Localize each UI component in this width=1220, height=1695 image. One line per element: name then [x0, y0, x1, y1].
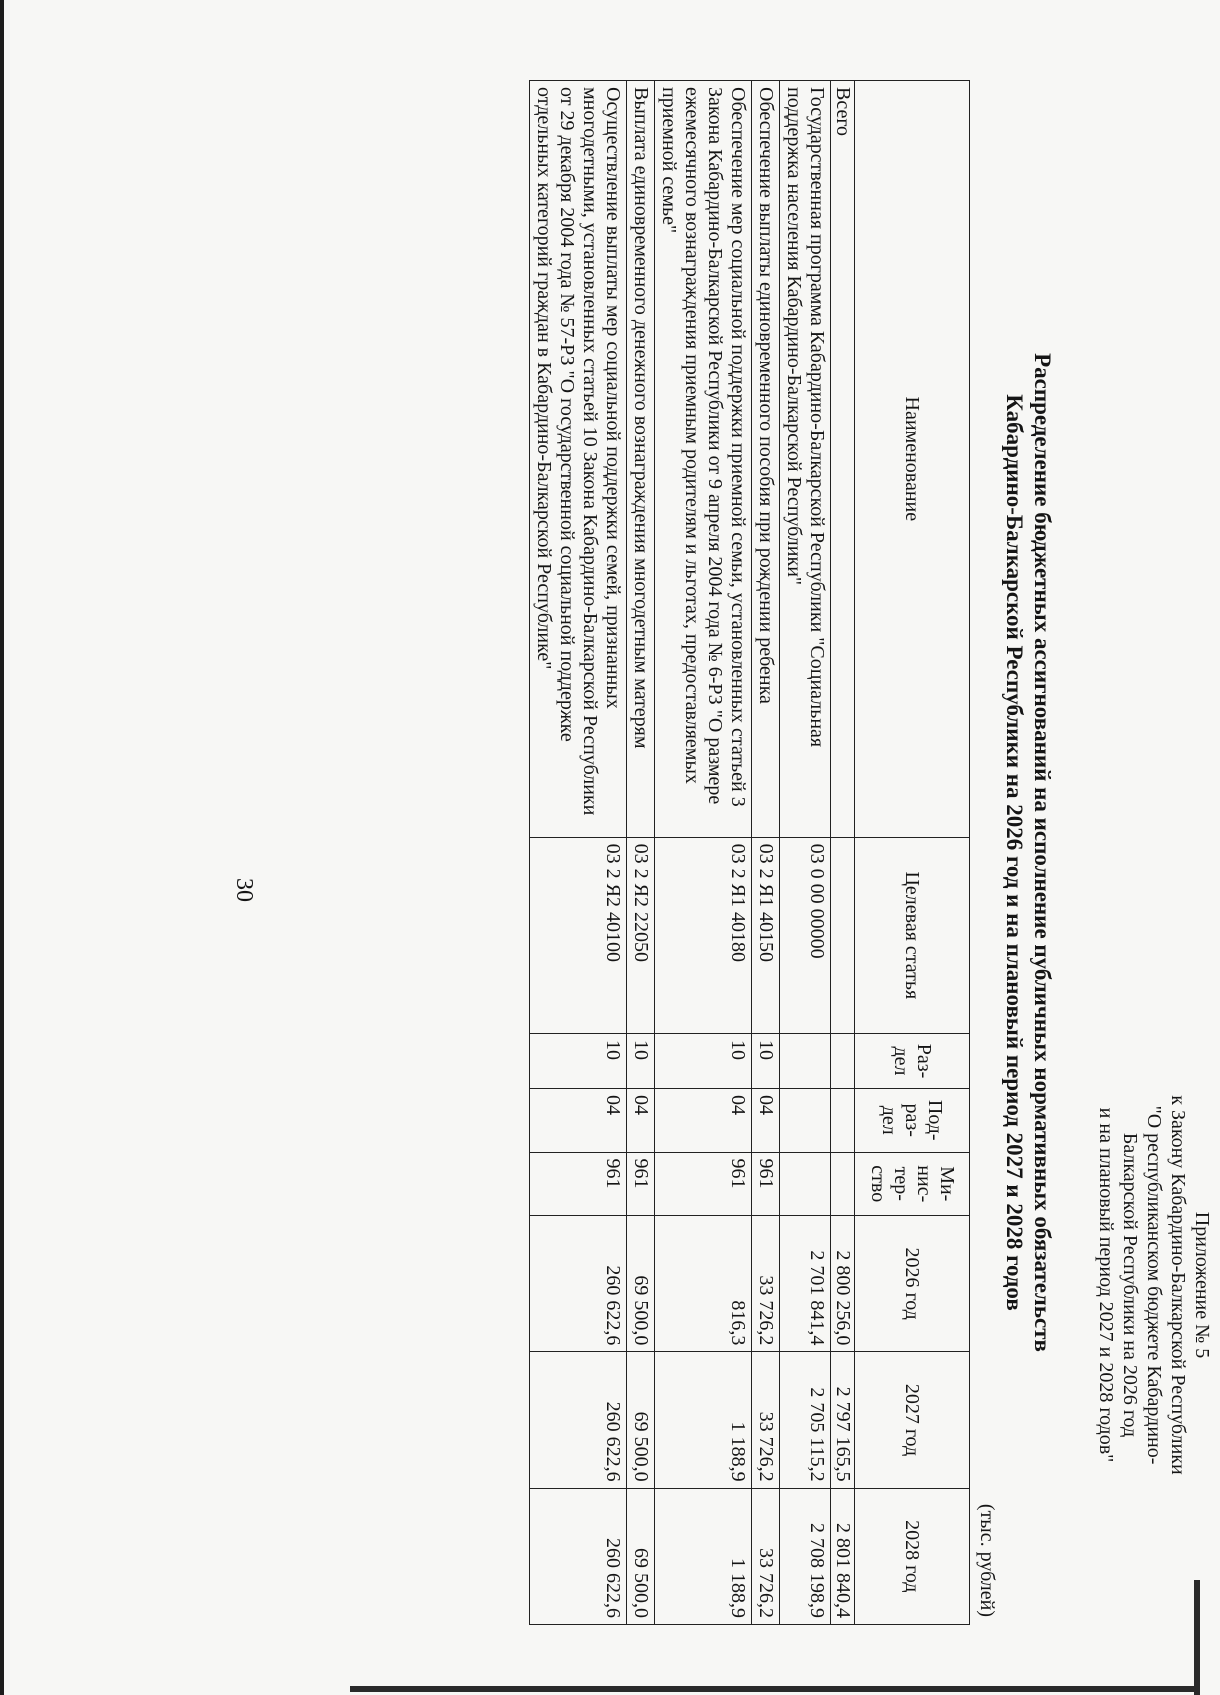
table-row — [752, 81, 780, 1625]
row-target: 03 2 Я2 40100 — [530, 837, 627, 1033]
appendix-line: к Закону Кабардино-Балкарской Республики — [1167, 1095, 1189, 1475]
header-2027: 2027 год — [855, 1352, 970, 1488]
scan-edge — [0, 0, 4, 1695]
document-title — [1000, 80, 1056, 1625]
row-target: 03 0 00 00000 — [780, 837, 831, 1033]
row-2027: 69 500,0 — [627, 1352, 655, 1488]
row-2026: 816,3 — [655, 1216, 752, 1352]
header-section: Раз-дел — [855, 1034, 970, 1089]
header-name: Наименование — [855, 81, 970, 838]
row-2028: 2 708 198,9 — [780, 1488, 831, 1624]
rotated-document-sheet — [220, 80, 1220, 1625]
row-2027: 2 797 165,5 — [831, 1352, 855, 1488]
table-header-row — [855, 81, 970, 1625]
row-target: 03 2 Я1 40180 — [655, 837, 752, 1033]
row-2026: 2 800 256,0 — [831, 1216, 855, 1352]
row-2028: 1 188,9 — [655, 1488, 752, 1624]
page-number: 30 — [231, 878, 257, 902]
row-ministry — [780, 1152, 831, 1216]
budget-table — [529, 80, 970, 1625]
row-name: Государственная программа Кабардино-Балкарской Республики "Социальная поддержка населения Кабардино-Балкарской Республики" — [780, 81, 831, 838]
row-subsection: 04 — [752, 1088, 780, 1152]
row-2026: 2 701 841,4 — [780, 1216, 831, 1352]
row-name: Выплата единовременного денежного вознаграждения многодетным матерям — [627, 81, 655, 838]
appendix-line: и на плановый период 2027 и 2028 годов" — [1095, 1107, 1117, 1463]
row-subsection — [831, 1088, 855, 1152]
row-2028: 33 726,2 — [752, 1488, 780, 1624]
appendix-line: Балкарской Республики на 2026 год — [1119, 1132, 1141, 1438]
scan-edge — [350, 1686, 1200, 1692]
title-line: Кабардино-Балкарской Республики на 2026 год и на плановый период 2027 и 2028 годов — [1002, 394, 1027, 1311]
header-subsection: Под-раз-дел — [855, 1088, 970, 1152]
table-row — [831, 81, 855, 1625]
table-row — [530, 81, 627, 1625]
row-target — [831, 837, 855, 1033]
row-2027: 2 705 115,2 — [780, 1352, 831, 1488]
header-ministry: Ми-нис-тер-ство — [855, 1152, 970, 1216]
row-2028: 69 500,0 — [627, 1488, 655, 1624]
table-row — [780, 81, 831, 1625]
row-2026: 33 726,2 — [752, 1216, 780, 1352]
row-name: Обеспечение мер социальной поддержки приемной семьи, установленных статьей 3 Закона Кабардино-Балкарской Республики от 9 апреля 2004 года № 6-РЗ "О размере ежемесячного вознаграждения приемным родителям и льготах, предоставляемых приемной семье" — [655, 81, 752, 838]
row-name: Обеспечение выплаты единовременного пособия при рождении ребенка — [752, 81, 780, 838]
title-line: Распределение бюджетных ассигнований на исполнение публичных нормативных обязательств — [1030, 353, 1055, 1352]
row-ministry — [831, 1152, 855, 1216]
appendix-line: Приложение № 5 — [1191, 1211, 1213, 1359]
row-2027: 1 188,9 — [655, 1352, 752, 1488]
header-target: Целевая статья — [855, 837, 970, 1033]
row-section: 10 — [530, 1034, 627, 1089]
row-2028: 2 801 840,4 — [831, 1488, 855, 1624]
row-subsection: 04 — [530, 1088, 627, 1152]
row-target: 03 2 Я1 40150 — [752, 837, 780, 1033]
row-ministry: 961 — [627, 1152, 655, 1216]
row-section — [780, 1034, 831, 1089]
header-2028: 2028 год — [855, 1488, 970, 1624]
row-ministry: 961 — [655, 1152, 752, 1216]
row-subsection: 04 — [627, 1088, 655, 1152]
row-2028: 260 622,6 — [530, 1488, 627, 1624]
row-subsection — [780, 1088, 831, 1152]
appendix-line: "О республиканском бюджете Кабардино- — [1143, 1105, 1165, 1465]
row-2027: 260 622,6 — [530, 1352, 627, 1488]
row-section: 10 — [627, 1034, 655, 1089]
units-label: (тыс. рублей) — [976, 1503, 998, 1617]
row-section: 10 — [752, 1034, 780, 1089]
row-target: 03 2 Я2 22050 — [627, 837, 655, 1033]
row-ministry: 961 — [530, 1152, 627, 1216]
row-section — [831, 1034, 855, 1089]
row-2027: 33 726,2 — [752, 1352, 780, 1488]
row-ministry: 961 — [752, 1152, 780, 1216]
row-subsection: 04 — [655, 1088, 752, 1152]
table-row — [655, 81, 752, 1625]
row-2026: 260 622,6 — [530, 1216, 627, 1352]
row-section: 10 — [655, 1034, 752, 1089]
row-name: Осуществление выплаты мер социальной поддержки семей, признанных многодетными, установленных статьей 10 Закона Кабардино-Балкарской Республики от 29 декабря 2004 года № 57-РЗ "О государственной социальной поддержке отдельных категорий граждан в Кабардино-Балкарской Республике" — [530, 81, 627, 838]
header-2026: 2026 год — [855, 1216, 970, 1352]
row-name: Всего — [831, 81, 855, 838]
appendix-header — [1094, 975, 1214, 1595]
row-2026: 69 500,0 — [627, 1216, 655, 1352]
table-row — [627, 81, 655, 1625]
